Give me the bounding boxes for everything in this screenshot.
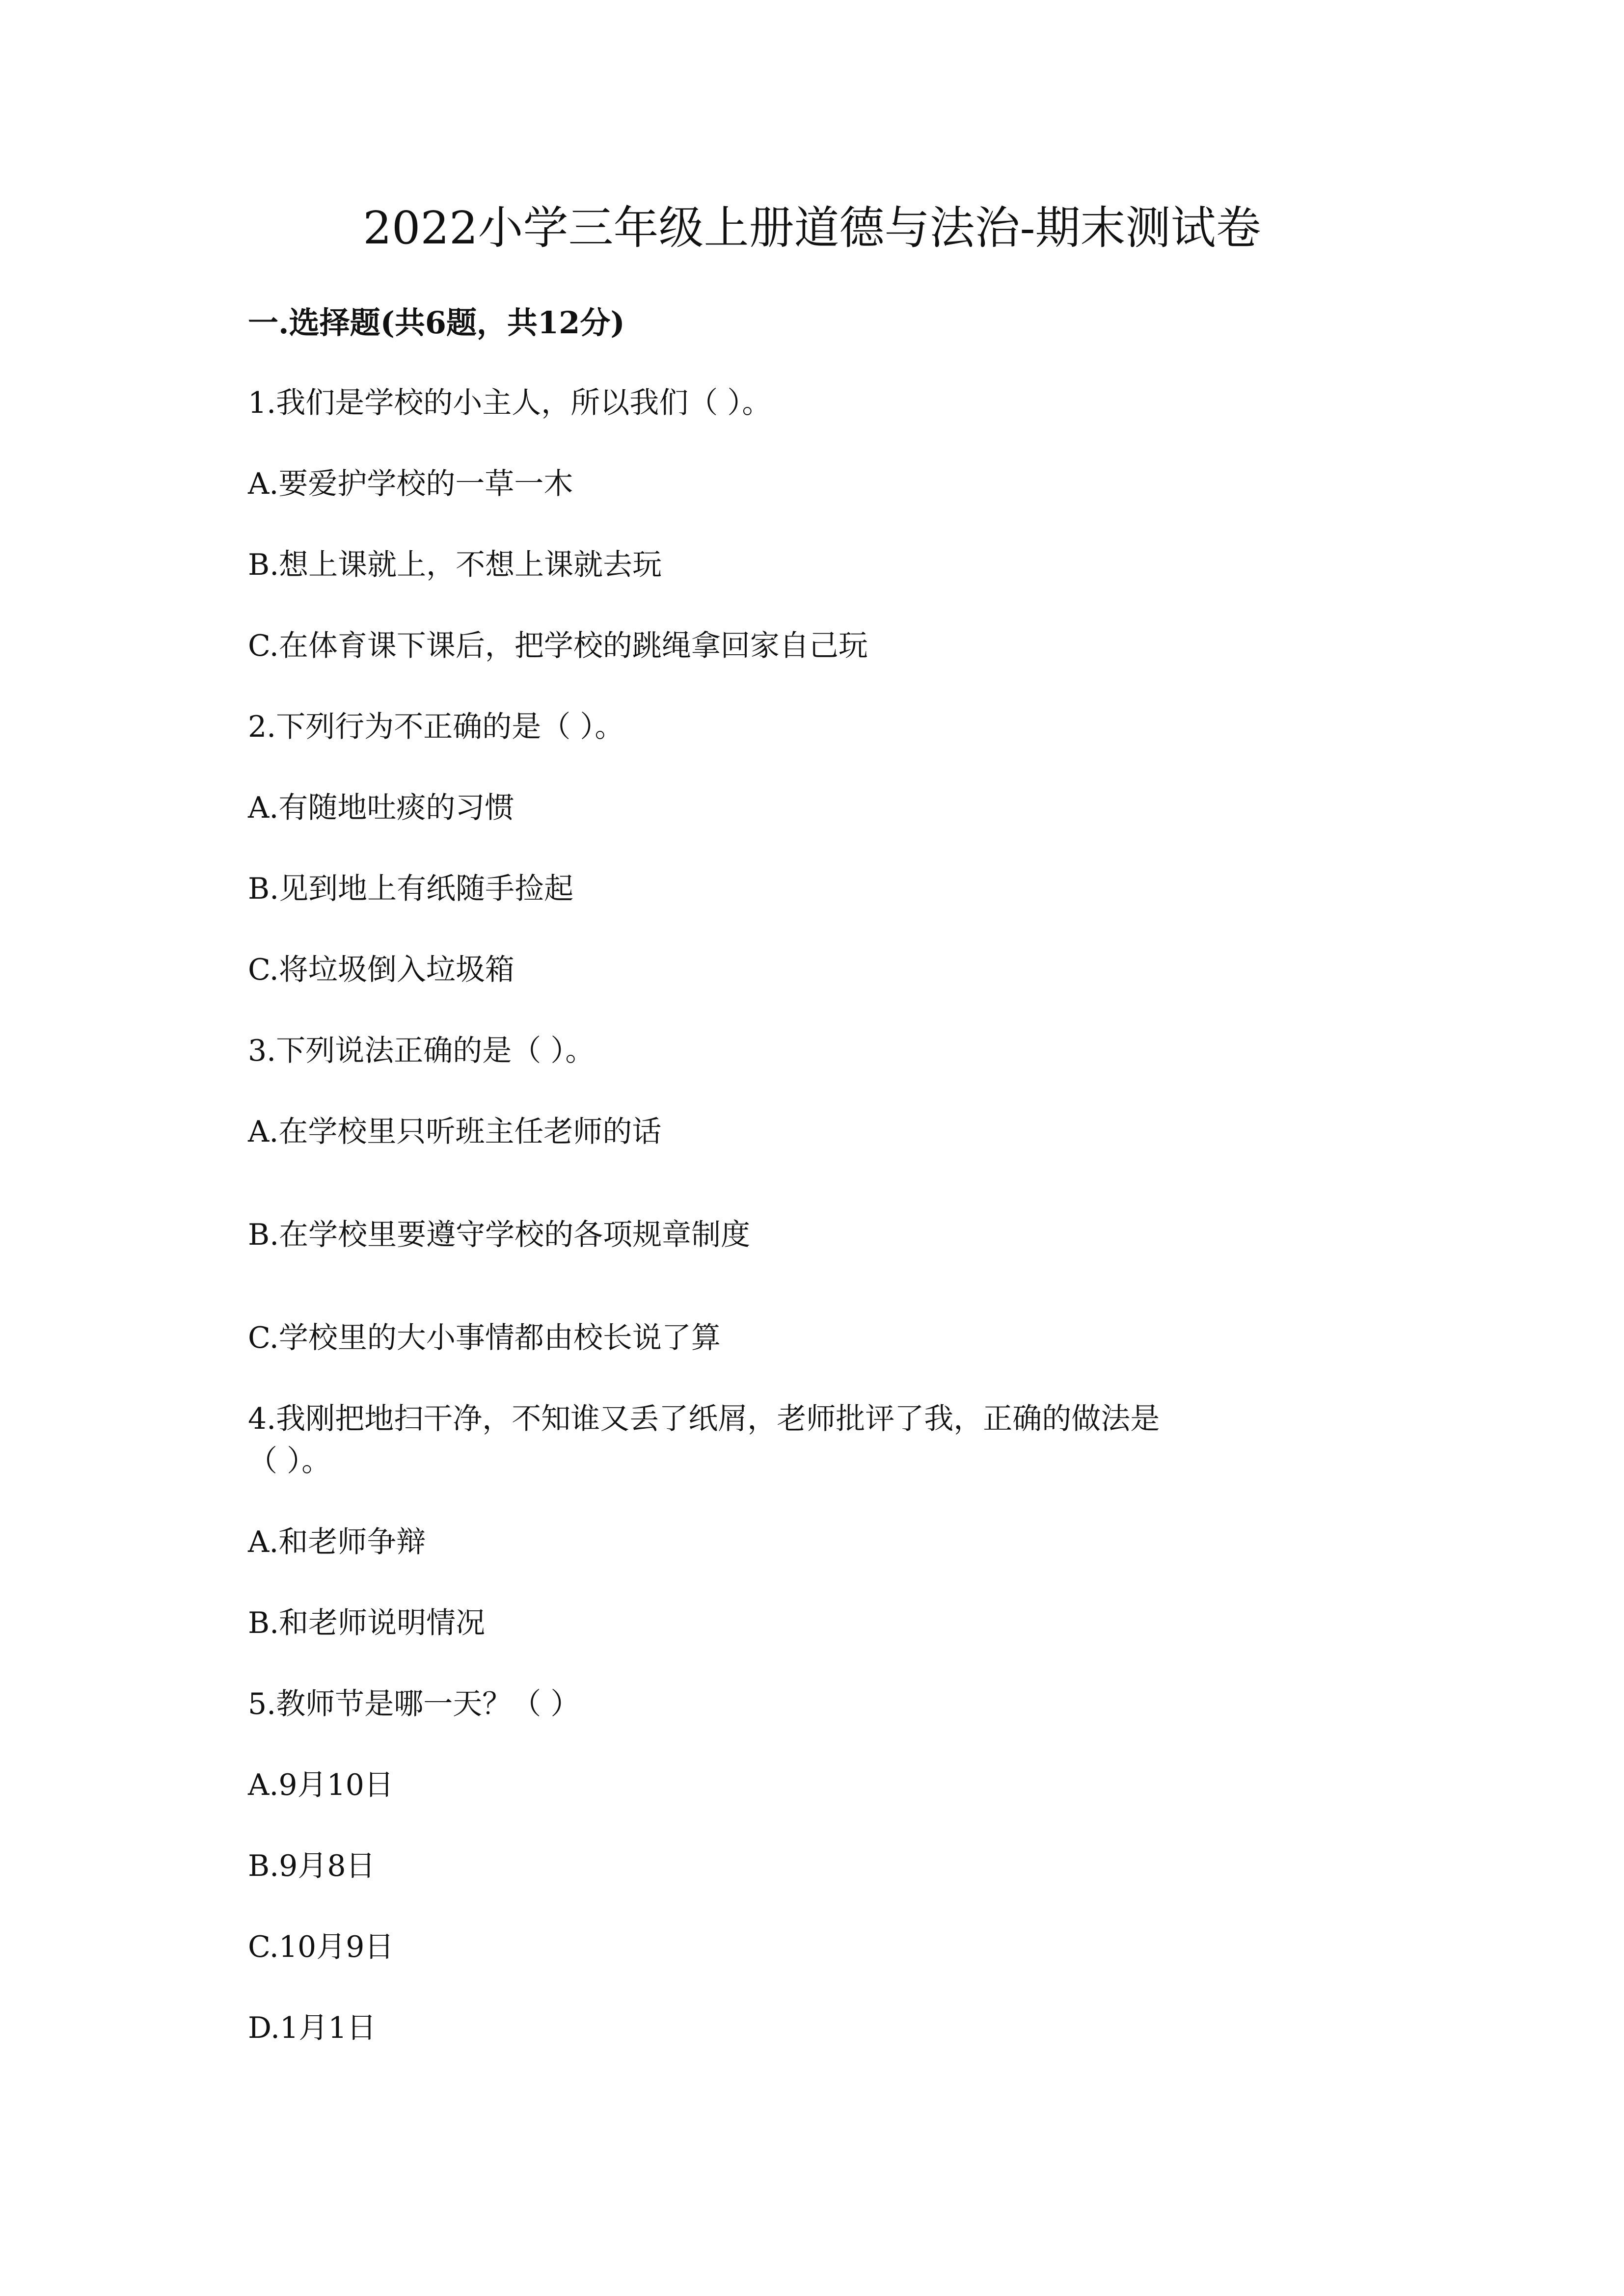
question-5-option-c: C.10月9日 (248, 1930, 394, 1964)
question-2-stem: 2.下列行为不正确的是（ ）。 (248, 710, 624, 744)
question-3-option-a: A.在学校里只听班主任老师的话 (248, 1115, 662, 1149)
question-1-option-b: B.想上课就上，不想上课就去玩 (248, 548, 662, 582)
question-5-option-a: A.9月10日 (248, 1768, 394, 1802)
question-2-option-c: C.将垃圾倒入垃圾箱 (248, 953, 514, 987)
question-4-stem-line-1: 4.我刚把地扫干净，不知谁又丢了纸屑，老师批评了我，正确的做法是 (248, 1402, 1160, 1436)
question-3-option-b: B.在学校里要遵守学校的各项规章制度 (248, 1218, 751, 1252)
question-1-option-a: A.要爱护学校的一草一木 (248, 467, 573, 501)
question-1-option-c: C.在体育课下课后，把学校的跳绳拿回家自己玩 (248, 629, 868, 663)
question-5-option-b: B.9月8日 (248, 1849, 376, 1883)
question-5-stem: 5.教师节是哪一天？（ ） (248, 1687, 580, 1721)
question-3-option-c: C.学校里的大小事情都由校长说了算 (248, 1321, 721, 1355)
question-5-option-d: D.1月1日 (248, 2011, 377, 2045)
question-4-stem-line-2: （ ）。 (248, 1444, 331, 1478)
question-4-option-a: A.和老师争辩 (248, 1525, 426, 1559)
question-2-option-b: B.见到地上有纸随手捡起 (248, 872, 574, 906)
question-4-option-b: B.和老师说明情况 (248, 1606, 486, 1640)
question-3-stem: 3.下列说法正确的是（ ）。 (248, 1034, 595, 1068)
question-2-option-a: A.有随地吐痰的习惯 (248, 791, 514, 825)
question-1-stem: 1.我们是学校的小主人，所以我们（ ）。 (248, 386, 772, 420)
page-title: 2022小学三年级上册道德与法治-期末测试卷 (363, 202, 1261, 254)
section-heading: 一.选择题(共6题，共12分) (248, 305, 625, 341)
